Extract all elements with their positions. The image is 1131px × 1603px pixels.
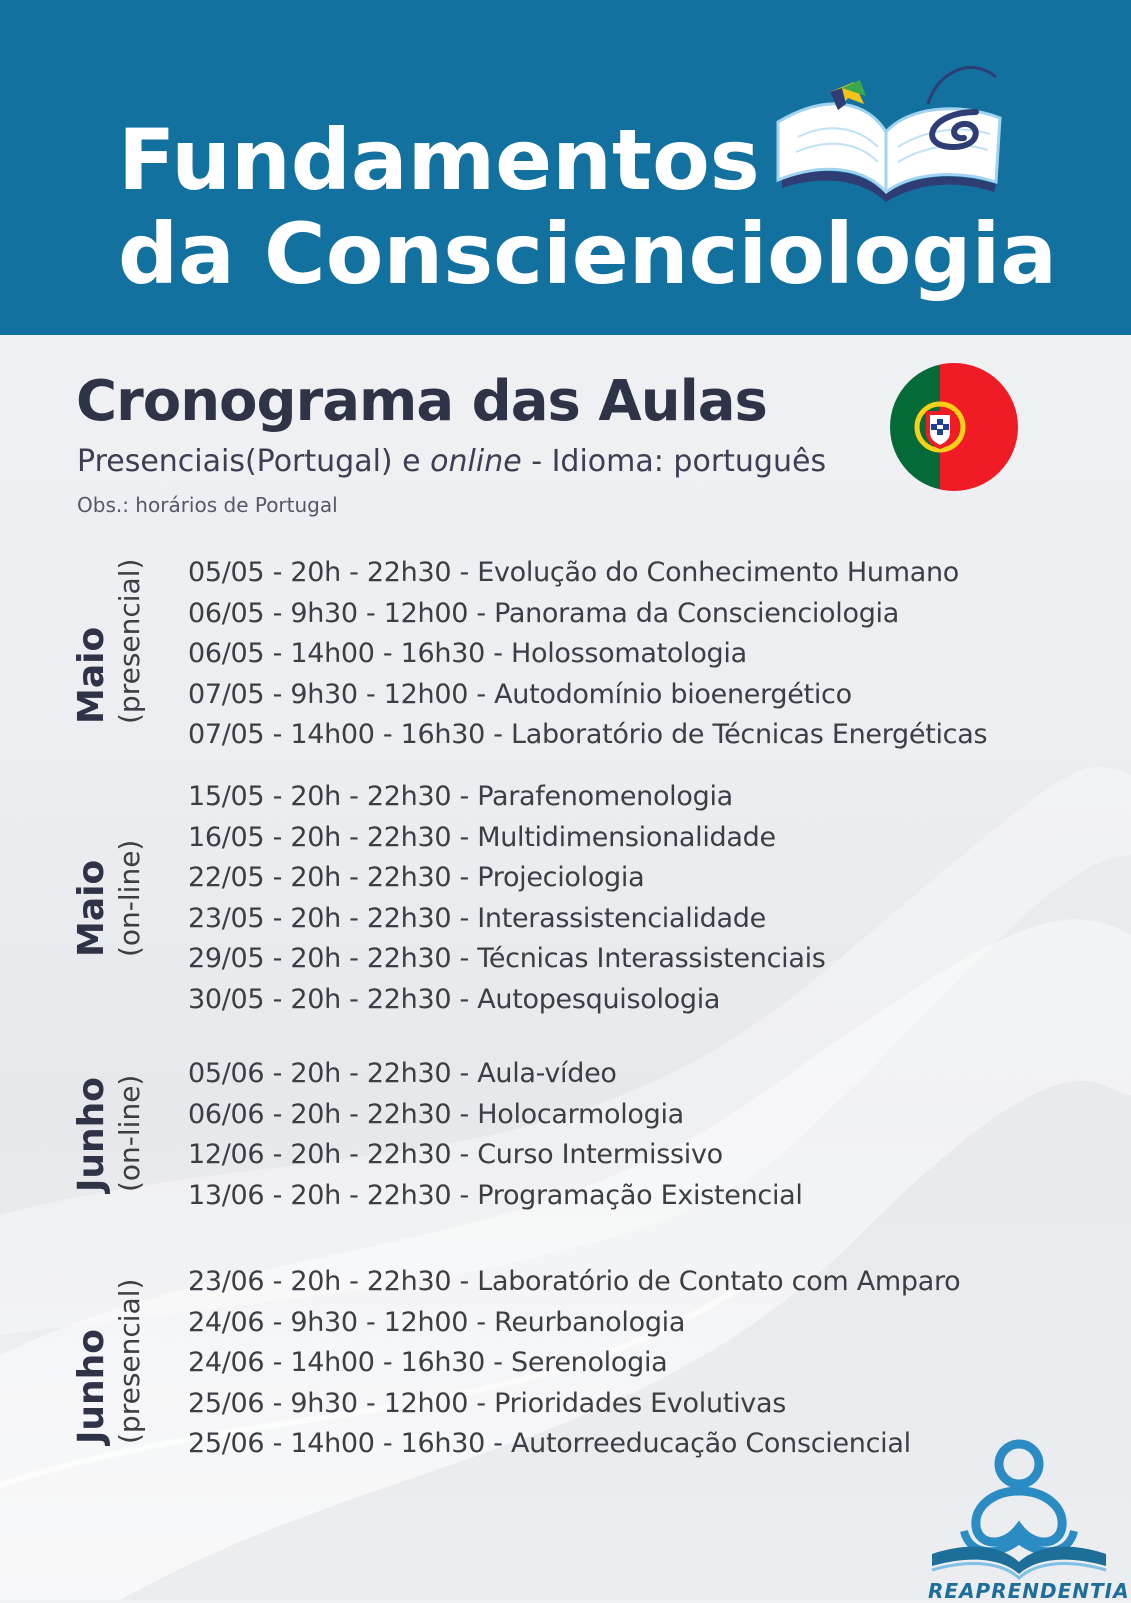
portugal-flag-icon [890, 363, 1018, 491]
reaprendentia-logo-icon [924, 1436, 1114, 1586]
timezone-note: Obs.: horários de Portugal [77, 493, 338, 517]
schedule-list-maio-online [188, 777, 826, 1020]
group-mode: (presencial) [113, 1278, 146, 1444]
schedule-list-maio-presencial [188, 553, 987, 756]
group-mode: (on-line) [113, 839, 146, 957]
list-item: 07/05 - 14h00 - 16h30 - Laboratório de Técnicas Energéticas [188, 719, 988, 750]
list-item: 24/06 - 9h30 - 12h00 - Reurbanologia [188, 1306, 686, 1338]
list-item: 29/05 - 20h - 22h30 - Técnicas Interassistenciais [188, 943, 826, 974]
subtitle-part-2: - Idioma: português [521, 444, 827, 479]
list-item: 05/06 - 20h - 22h30 - Aula-vídeo [188, 1058, 617, 1089]
group-month: Junho [71, 1328, 112, 1444]
title-line-1: Fundamentos [118, 111, 760, 209]
list-item: 15/05 - 20h - 22h30 - Parafenomenologia [188, 781, 733, 812]
list-item: 07/05 - 9h30 - 12h00 - Autodomínio bioenergético [188, 678, 852, 710]
list-item: 12/06 - 20h - 22h30 - Curso Intermissivo [188, 1139, 723, 1170]
title-line-2: da Conscienciologia [118, 205, 1057, 303]
schedule-title: Cronograma das Aulas [76, 369, 767, 434]
list-item: 25/06 - 9h30 - 12h00 - Prioridades Evolutivas [188, 1387, 786, 1419]
list-item: 06/05 - 14h00 - 16h30 - Holossomatologia [188, 638, 747, 669]
list-item: 13/06 - 20h - 22h30 - Programação Existencial [188, 1179, 803, 1211]
list-item: 23/05 - 20h - 22h30 - Interassistencialidade [188, 902, 766, 934]
group-month: Maio [71, 626, 112, 724]
list-item: 16/05 - 20h - 22h30 - Multidimensionalidade [188, 821, 776, 853]
subtitle-online: online [430, 444, 522, 479]
list-item: 05/05 - 20h - 22h30 - Evolução do Conhecimento Humano [188, 557, 959, 588]
schedule-list-junho-online [188, 1054, 803, 1216]
list-item: 25/06 - 14h00 - 16h30 - Autorreeducação Consciencial [188, 1428, 911, 1459]
subtitle-part-1: Presenciais(Portugal) e [77, 444, 431, 479]
list-item: 06/05 - 9h30 - 12h00 - Panorama da Conscienciologia [188, 597, 899, 629]
list-item: 06/06 - 20h - 22h30 - Holocarmologia [188, 1098, 684, 1130]
group-month: Junho [71, 1076, 112, 1192]
list-item: 23/06 - 20h - 22h30 - Laboratório de Contato com Amparo [188, 1266, 961, 1297]
group-mode: (on-line) [113, 1074, 146, 1192]
schedule-list-junho-presencial [188, 1262, 960, 1465]
schedule-subtitle [77, 444, 826, 479]
group-month: Maio [71, 859, 112, 957]
list-item: 24/06 - 14h00 - 16h30 - Serenologia [188, 1347, 668, 1378]
list-item: 30/05 - 20h - 22h30 - Autopesquisologia [188, 983, 721, 1015]
list-item: 22/05 - 20h - 22h30 - Projeciologia [188, 862, 645, 893]
logo-wordmark: REAPRENDENTIA [928, 1579, 1130, 1603]
group-mode: (presencial) [113, 558, 146, 724]
